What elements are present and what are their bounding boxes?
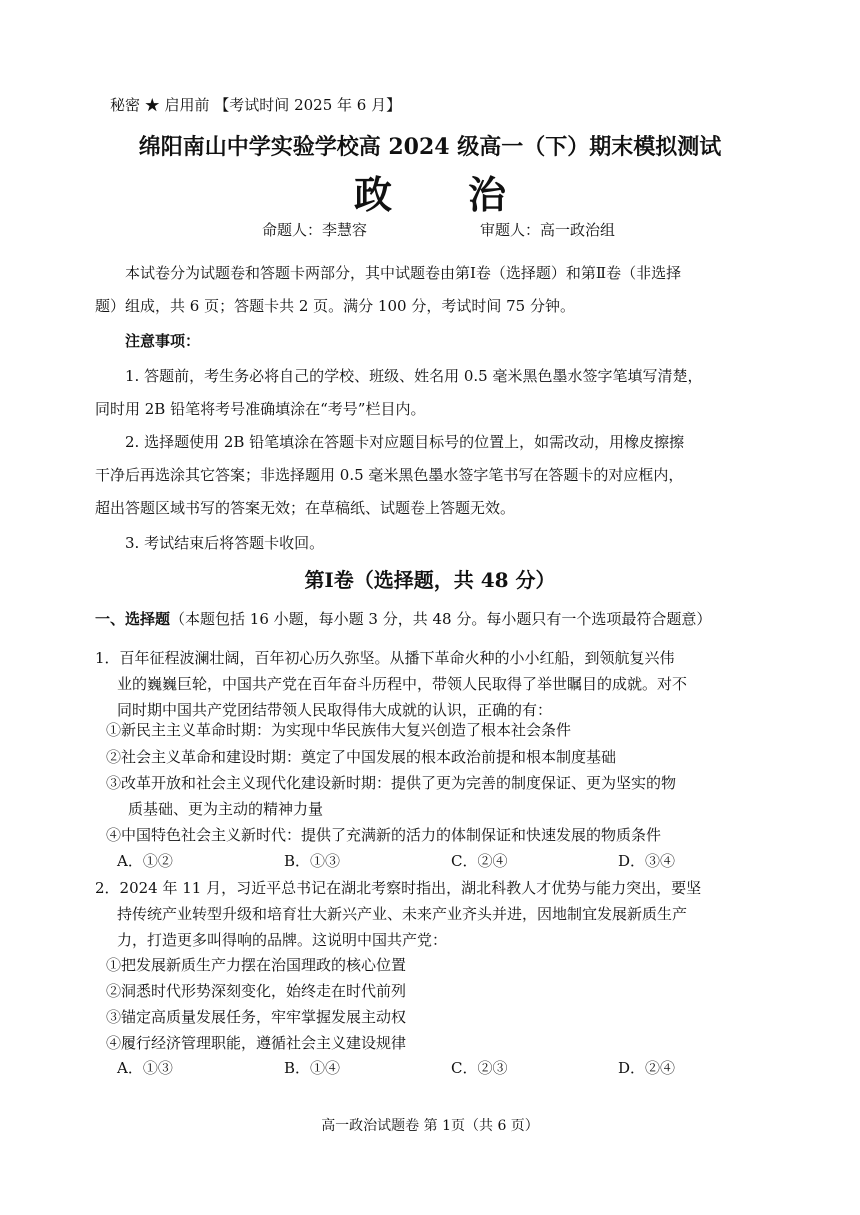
section-title: 第Ⅰ卷（选择题，共 48 分）: [304, 568, 556, 592]
reviewer-line: 审题人：高一政治组: [480, 221, 616, 239]
subject-title: 政 治: [353, 172, 506, 217]
notice-heading: 注意事项：: [125, 332, 201, 350]
option-a: A．①③: [117, 1059, 173, 1077]
question-1-statement: ①新民主主义革命时期：为实现中华民族伟大复兴创造了根本社会条件: [106, 721, 572, 739]
option-d: D．③④: [618, 852, 676, 870]
notice-line: 同时用 2B 铅笔将考号准确填涂在“考号”栏目内。: [95, 400, 426, 418]
option-c: C．②④: [451, 852, 508, 870]
intro-line: 本试卷分为试题卷和答题卡两部分，其中试题卷由第Ⅰ卷（选择题）和第Ⅱ卷（非选择: [125, 264, 682, 282]
question-1-stem: 业的巍巍巨轮，中国共产党在百年奋斗历程中，带领人民取得了举世瞩目的成就。对不: [117, 675, 688, 693]
question-1-statement: ②社会主义革命和建设时期：奠定了中国发展的根本政治前提和根本制度基础: [106, 748, 617, 766]
question-1-statement: 质基础、更为主动的精神力量: [128, 800, 324, 818]
question-2-statement: ①把发展新质生产力摆在治国理政的核心位置: [106, 956, 407, 974]
notice-line: 3. 考试结束后将答题卡收回。: [125, 534, 325, 552]
document-title: 绵阳南山中学实验学校高 2024 级高一（下）期末模拟测试: [138, 134, 722, 160]
question-2-statement: ②洞悉时代形势深刻变化，始终走在时代前列: [106, 982, 407, 1000]
notice-line: 1. 答题前，考生务必将自己的学校、班级、姓名用 0.5 毫米黑色墨水签字笔填写清楚，: [125, 367, 703, 385]
question-2-statement: ③锚定高质量发展任务，牢牢掌握发展主动权: [106, 1008, 407, 1026]
question-1-statement: ③改革开放和社会主义现代化建设新时期：提供了更为完善的制度保证、更为坚实的物: [106, 774, 677, 792]
question-1-statement: ④中国特色社会主义新时代：提供了充满新的活力的体制保证和快速发展的物质条件: [106, 826, 662, 844]
option-b: B．①③: [284, 852, 341, 870]
option-c: C．②③: [451, 1059, 508, 1077]
notice-line: 超出答题区域书写的答案无效；在草稿纸、试题卷上答题无效。: [95, 499, 516, 517]
question-2-statement: ④履行经济管理职能，遵循社会主义建设规律: [106, 1034, 407, 1052]
notice-line: 干净后再选涂其它答案；非选择题用 0.5 毫米黑色墨水签字笔书写在答题卡的对应框内，: [95, 466, 684, 484]
part-label: 一、选择题: [95, 610, 171, 628]
option-a: A．①②: [117, 852, 173, 870]
notice-line: 2. 选择题使用 2B 铅笔填涂在答题卡对应题目标号的位置上，如需改动，用橡皮擦擦: [125, 433, 685, 451]
question-1-stem: 1．百年征程波澜壮阔，百年初心历久弥坚。从播下革命火种的小小红船，到领航复兴伟: [95, 649, 675, 667]
question-2-stem: 力，打造更多叫得响的品牌。这说明中国共产党：: [117, 931, 448, 949]
author-line: 命题人：李慧容: [262, 221, 368, 239]
question-2-stem: 2．2024 年 11 月，习近平总书记在湖北考察时指出，湖北科教人才优势与能力突出，要坚: [95, 879, 702, 897]
page-footer: 高一政治试题卷 第 1页（共 6 页）: [321, 1118, 539, 1134]
option-b: B．①④: [284, 1059, 341, 1077]
intro-line: 题）组成，共 6 页；答题卡共 2 页。满分 100 分，考试时间 75 分钟。: [95, 297, 575, 315]
part-description: （本题包括 16 小题，每小题 3 分，共 48 分。每小题只有一个选项最符合题意）: [170, 610, 712, 628]
part-instruction: [95, 609, 711, 629]
confidential-mark: 秘密 ★ 启用前 【考试时间 2025 年 6 月】: [110, 96, 402, 114]
question-1-stem: 同时期中国共产党团结带领人民取得伟大成就的认识，正确的有：: [117, 701, 553, 719]
question-2-stem: 持传统产业转型升级和培育壮大新兴产业、未来产业齐头并进，因地制宜发展新质生产: [117, 905, 688, 923]
question-2-options: [117, 1058, 785, 1078]
question-1-options: [117, 851, 785, 871]
option-d: D．②④: [618, 1059, 676, 1077]
